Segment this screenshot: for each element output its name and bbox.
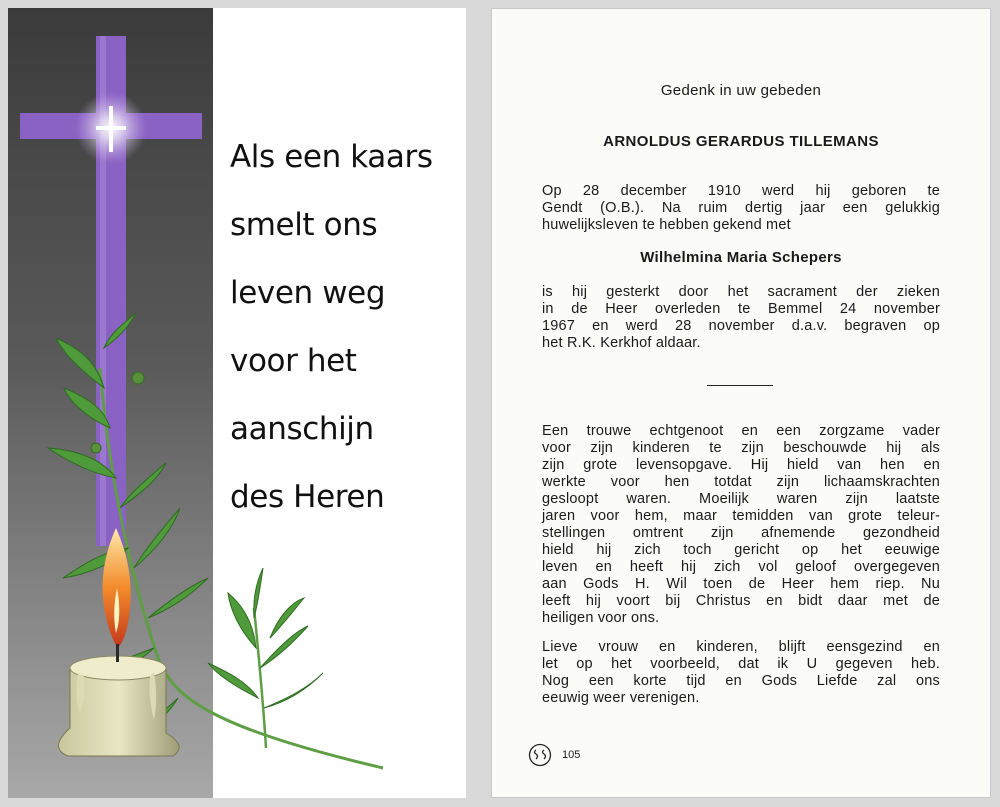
text-line: Op 28 december 1910 werd hij geboren te xyxy=(542,183,940,199)
card-footer xyxy=(528,743,580,767)
spouse-name: Wilhelmina Maria Schepers xyxy=(640,249,842,266)
text-line: het R.K. Kerkhof aldaar. xyxy=(542,335,701,351)
poem-line: leven weg xyxy=(230,275,386,311)
text-line: is hij gesterkt door het sacrament der zieken xyxy=(542,284,940,300)
poem-line: des Heren xyxy=(230,479,385,515)
poem-line: smelt ons xyxy=(230,207,378,243)
text-line: eeuwig weer verenigen. xyxy=(542,690,700,706)
prayer-card-back xyxy=(491,8,991,798)
text-line: Nog een korte tijd en Gods Liefde zal ons xyxy=(542,673,940,689)
poem-line: voor het xyxy=(230,343,357,379)
text-line: huwelijksleven te hebben gekend met xyxy=(542,217,791,233)
text-line: zijn grote levensopgave. Hij hield van hen en xyxy=(542,457,940,473)
text-line: heiligen voor ons. xyxy=(542,610,660,626)
text-line: stellingen omtrent zijn afnemende gezondheid xyxy=(542,525,940,541)
text-line: leeft hij voort bij Christus en bidt daar met de xyxy=(542,593,940,609)
text-line: let op het voorbeeld, dat ik U gegeven heb. xyxy=(542,656,940,672)
farewell-paragraph xyxy=(542,639,940,707)
text-line: leven en heeft hij zich vol geloof overgegeven xyxy=(542,559,940,575)
text-line: Lieve vrouw en kinderen, blijft eensgezind en xyxy=(542,639,940,655)
text-line: Een trouwe echtgenoot en een zorgzame vader xyxy=(542,423,940,439)
text-line: Gendt (O.B.). Na ruim dertig jaar een gelukkig xyxy=(542,200,940,216)
text-line: 1967 en werd 28 november d.a.v. begraven op xyxy=(542,318,940,334)
poem-text xyxy=(230,123,460,531)
text-line: gesloopt waren. Moeilijk waren zijn laatste xyxy=(542,491,940,507)
death-paragraph xyxy=(542,284,940,352)
tribute-paragraph xyxy=(542,423,940,627)
text-line: hield hij zich toch gericht op het eeuwige xyxy=(542,542,940,558)
divider-line xyxy=(707,385,773,386)
card-heading: Gedenk in uw gebeden xyxy=(660,82,822,99)
text-line: jaren voor hem, maar temidden van grote teleur- xyxy=(542,508,940,524)
text-line: in de Heer overleden te Bemmel 24 november xyxy=(542,301,940,317)
deceased-name: ARNOLDUS GERARDUS TILLEMANS xyxy=(603,133,879,150)
poem-line: aanschijn xyxy=(230,411,374,447)
text-line: aan Gods H. Wil toen de Heer hem riep. Nu xyxy=(542,576,940,592)
text-line: werkte voor hen totdat zijn lichaamskrachten xyxy=(542,474,940,490)
poem-line: Als een kaars xyxy=(230,139,433,175)
text-line: voor zijn kinderen te zijn beschouwde hij als xyxy=(542,440,940,456)
card-number: 105 xyxy=(562,749,581,761)
publisher-monogram-icon xyxy=(528,743,552,767)
birth-paragraph xyxy=(542,183,940,234)
prayer-card-front xyxy=(8,8,466,798)
